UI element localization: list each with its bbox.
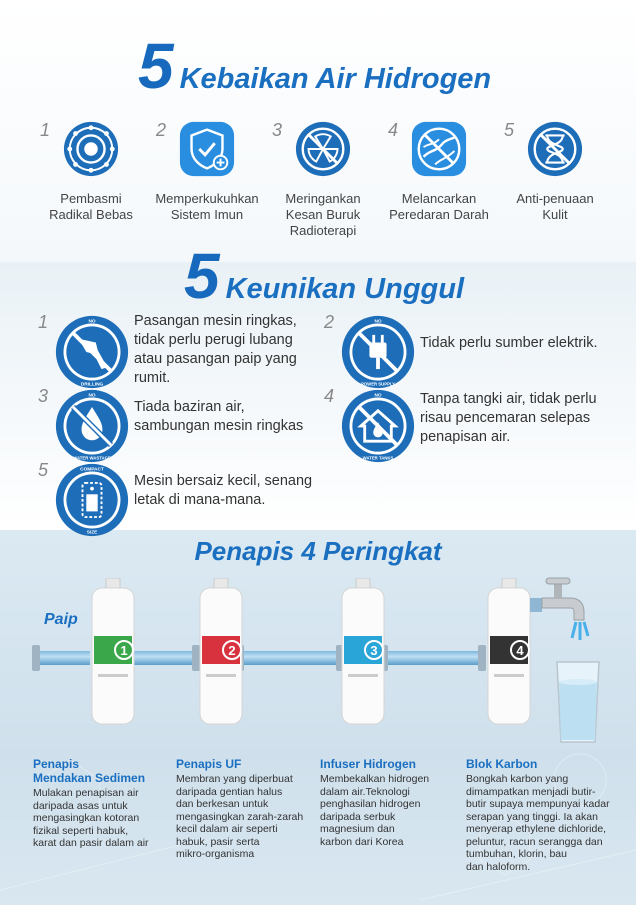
- compact-size-icon: [54, 462, 130, 538]
- hourglass-icon: [526, 120, 584, 178]
- filter-cartridge-3: [338, 578, 388, 728]
- stage-text: [176, 773, 316, 861]
- stage-text-line: dan berkesan untuk: [176, 798, 269, 810]
- feature-number: 2: [324, 312, 335, 332]
- circulation-icon: [410, 120, 468, 178]
- filter-cartridge-4: [484, 578, 534, 728]
- stage-text-line: dan haloform.: [466, 860, 531, 873]
- stage-text-line: dalam air.Teknologi: [320, 785, 410, 798]
- stage-title: Penapis UF: [176, 757, 242, 771]
- feature-text-line: atau pasangan paip yang: [134, 351, 297, 367]
- feature-text-line: Pasangan mesin ringkas,: [134, 313, 297, 329]
- feature-item: [324, 312, 614, 396]
- benefit-label-line: Kesan Buruk: [285, 207, 361, 222]
- stage-text-line: dimampatkan menjadi butir-: [466, 785, 596, 798]
- benefits-number: 5: [138, 30, 174, 102]
- badge-bottom-text: WATER WASTAGE: [73, 455, 111, 461]
- stage-text-line: mengasingkan zarah-zarah: [176, 810, 304, 823]
- no-water-wastage-icon: [54, 388, 130, 464]
- stage-text-line: Membekalkan hidrogen: [320, 773, 430, 785]
- water-glass-icon: [555, 660, 601, 744]
- feature-text: [134, 312, 297, 388]
- shield-check-icon: [178, 120, 236, 178]
- stage-text: [33, 787, 173, 850]
- benefit-label: [500, 191, 610, 223]
- pipe-segment: [240, 651, 340, 665]
- benefit-label-line: Memperkukuhkan: [155, 191, 259, 206]
- feature-text-line: sambungan mesin ringkas: [134, 418, 304, 434]
- stage-text-line: fizikal seperti habuk,: [33, 824, 129, 837]
- stage-title: Blok Karbon: [466, 757, 538, 771]
- benefit-label-line: Pembasmi: [60, 191, 122, 206]
- feature-text: [420, 390, 597, 447]
- stage-description: [176, 757, 316, 861]
- benefits-heading: [138, 30, 492, 102]
- feature-item: [38, 386, 328, 470]
- feature-text-line: risau pencemaran selepas: [420, 410, 591, 426]
- no-water-tanks-icon: [340, 388, 416, 464]
- stage-text-line: penghasilan hidrogen: [320, 798, 421, 810]
- stage-title: Mendakan Sedimen: [33, 771, 146, 785]
- badge-bottom-text: SIZE: [86, 530, 98, 536]
- stage-text-line: Membran yang diperbuat: [176, 773, 293, 785]
- benefit-item: [268, 120, 378, 239]
- stage-text-line: peluntur, racun serangga dan: [466, 835, 603, 848]
- features-heading: [184, 240, 465, 312]
- pipe-segment: [38, 651, 90, 665]
- feature-text-line: Tanpa tangki air, tidak perlu: [420, 391, 597, 407]
- benefit-label: [152, 191, 262, 223]
- stage-text-line: magnesium dan: [320, 823, 395, 835]
- badge-top-text: COMPACT: [80, 467, 104, 473]
- benefit-number: 3: [272, 120, 283, 140]
- stage-text-line: daripada serbuk: [320, 810, 396, 823]
- benefit-item: [152, 120, 262, 223]
- no-radiation-icon: [294, 120, 352, 178]
- benefit-number: 5: [504, 120, 515, 140]
- benefit-label: [36, 191, 146, 223]
- stage-text-line: karbon dari Korea: [320, 835, 404, 848]
- badge-top-text: NO: [88, 319, 96, 325]
- benefits-title: Kebaikan Air Hidrogen: [179, 63, 492, 95]
- stage-text-line: daripada gentian halus: [176, 785, 283, 798]
- stage-text-line: karat dan pasir dalam air: [33, 837, 149, 849]
- no-drilling-icon: [54, 314, 130, 390]
- feature-number: 4: [324, 386, 335, 406]
- benefit-number: 2: [156, 120, 167, 140]
- stage-text: [466, 773, 632, 873]
- feature-number: 1: [38, 312, 49, 332]
- cartridge-number: 2: [228, 643, 236, 658]
- features-number: 5: [184, 240, 220, 312]
- stage-description: [320, 757, 460, 848]
- benefit-label-line: Meringankan: [285, 191, 361, 206]
- benefit-label: [268, 191, 378, 239]
- stage-text-line: tumbuhan, klorin, bau: [466, 848, 567, 860]
- faucet-icon: [530, 570, 610, 640]
- benefit-label-line: Melancarkan: [401, 191, 477, 206]
- feature-item: [324, 386, 624, 470]
- benefit-label-line: Radikal Bebas: [49, 207, 133, 222]
- pipe-joint: [32, 645, 40, 671]
- feature-text: [134, 398, 303, 436]
- atom-icon: [62, 120, 120, 178]
- stage-text-line: Mulakan penapisan air: [33, 787, 139, 799]
- benefit-number: 1: [40, 120, 51, 140]
- feature-text-line: Tiada baziran air,: [134, 399, 245, 415]
- benefit-item: [500, 120, 610, 223]
- stage-text-line: mikro-organisma: [176, 848, 255, 860]
- benefit-item: [384, 120, 494, 223]
- benefit-label-line: Anti-penuaan: [516, 191, 594, 206]
- benefit-label-line: Peredaran Darah: [389, 207, 489, 222]
- benefit-label: [384, 191, 494, 223]
- feature-number: 3: [38, 386, 49, 406]
- pipe-segment: [130, 651, 196, 665]
- stage-text-line: kecil dalam air seperti: [176, 823, 278, 835]
- stage-text-line: menyerap ethylene dichloride,: [466, 823, 607, 835]
- cartridge-number: 4: [516, 643, 524, 658]
- feature-text-line: penapisan air.: [420, 429, 511, 445]
- benefit-label-line: Kulit: [542, 207, 568, 222]
- filtration-title: Penapis 4 Peringkat: [194, 536, 442, 566]
- stage-text: [320, 773, 460, 848]
- feature-text-line: letak di mana-mana.: [134, 492, 266, 508]
- stage-text-line: daripada asas untuk: [33, 799, 128, 812]
- badge-bottom-text: DRILLING: [80, 382, 104, 388]
- stage-text-line: butir supaya mempunyai kadar: [466, 798, 610, 810]
- stage-text-line: habuk, pasir serta: [176, 835, 260, 848]
- feature-item: [38, 312, 318, 396]
- feature-text-line: Mesin bersaiz kecil, senang: [134, 473, 313, 489]
- feature-text: [420, 334, 598, 353]
- benefit-number: 4: [388, 120, 399, 140]
- benefit-item: [36, 120, 146, 223]
- pipe-segment: [384, 651, 482, 665]
- benefit-label-line: Sistem Imun: [170, 207, 244, 222]
- stage-description: [466, 757, 632, 873]
- cartridge-number: 3: [370, 643, 378, 658]
- badge-top-text: NO: [374, 393, 382, 399]
- benefit-label-line: Radioterapi: [289, 223, 357, 238]
- feature-text: [134, 472, 312, 510]
- feature-number: 5: [38, 460, 49, 480]
- badge-top-text: NO: [374, 319, 382, 325]
- stage-text-line: serapan yang tinggi. Ia akan: [466, 810, 598, 823]
- feature-text-line: tidak perlu perugi lubang: [134, 332, 293, 348]
- stage-text-line: mengasingkan kotoran: [33, 812, 140, 824]
- pipe-label: Paip: [44, 611, 78, 628]
- filter-cartridge-1: [88, 578, 138, 728]
- badge-bottom-text: WATER TANKS: [362, 455, 394, 461]
- filter-cartridge-2: [196, 578, 246, 728]
- feature-text-line: Tidak perlu sumber elektrik.: [420, 335, 598, 351]
- no-power-supply-icon: [340, 314, 416, 390]
- stage-title: Infuser Hidrogen: [320, 757, 417, 771]
- feature-item: [38, 460, 328, 544]
- stage-description: [33, 757, 173, 850]
- badge-bottom-text: POWER SUPPLY: [361, 381, 395, 387]
- badge-top-text: NO: [88, 393, 96, 399]
- features-title: Keunikan Unggul: [225, 273, 465, 305]
- feature-text-line: rumit.: [134, 370, 171, 386]
- stage-text-line: Bongkah karbon yang: [466, 773, 569, 785]
- cartridge-number: 1: [120, 643, 128, 658]
- stage-title: Penapis: [33, 757, 80, 771]
